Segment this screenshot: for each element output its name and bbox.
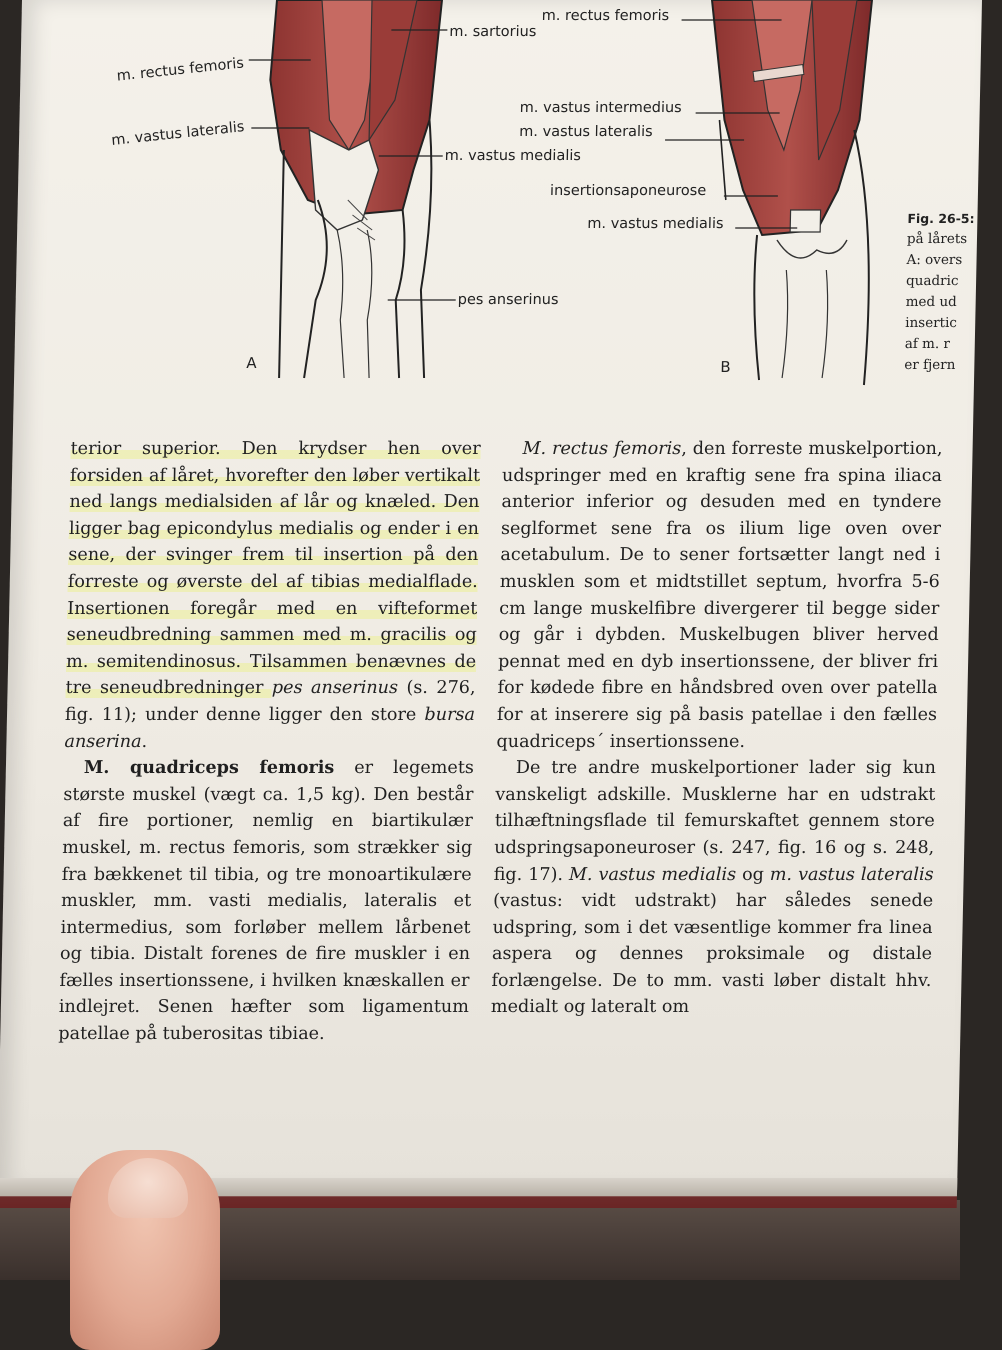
caption-line: er fjern	[904, 357, 956, 373]
label-insertionsaponeurose: insertionsaponeurose	[549, 183, 707, 199]
label-vastus-medialis-b: m. vastus medialis	[587, 216, 724, 232]
caption-line: på lårets	[906, 231, 968, 247]
paragraph-text: .	[141, 731, 148, 752]
muscle-illustration	[14, 0, 962, 400]
emphasis-term: m. vastus lateralis	[769, 864, 934, 885]
caption-line: af m. r	[904, 336, 951, 352]
paragraph-text: De tre andre muskelportioner lader sig kun vanskeligt adskille. Musklerne har en udstrakt tilhæftningsflade til femurskaftet gennem store udspringsaponeuroser (s. 247, fig. 16 og s. 248, fig. 17).	[493, 758, 937, 885]
caption-line: med ud	[905, 294, 957, 310]
label-vastus-lateralis-a: m. vastus lateralis	[110, 119, 246, 149]
paragraph-vasti	[491, 755, 937, 1021]
caption-line: insertic	[905, 315, 958, 331]
figure-caption	[904, 208, 998, 376]
paragraph-rectus-femoris	[496, 436, 943, 755]
paragraph-text: (vastus: vidt udstrakt) har således senede udspring, som i det væsentlige kommer fra linea aspera og dennes proksimale og distale forlængelse. De to mm. vasti løber distalt hhv. medialt og lateralt om	[490, 891, 934, 1018]
paragraph-text: terior superior. Den krydser hen over forsiden af låret, hvorefter den løber vertikalt ned langs medialsiden af lår og knæled. Den ligger bag epicondylus medialis og ender i en sene, der svinger frem til insertion på den forreste og øverste del af tibias medialflade. Insertionen foregår med en vifteformet seneudbredning sammen med m. gracilis og m. semitendinosus. Tilsammen benævnes de tre seneudbredninger	[65, 439, 481, 699]
label-vastus-lateralis-b: m. vastus lateralis	[519, 124, 653, 140]
right-text-column	[491, 436, 943, 1021]
left-text-column	[58, 436, 481, 1048]
caption-line: A: overs	[906, 252, 963, 268]
paragraph-text: , den forreste muskelportion, udspringer med en kraftig sene fra spina iliaca anterior inferior og desuden med en tyndere seglformet sene fra os ilium lige oven over acetabulum. De to sener fortsætter langt ned i musklen som et midtstillet septum, hvorfra 5-6 cm lange muskelfibre divergerer til begge sider og går i dybden. Muskelbugen bliver herved pennat med en dyb insertionssene, der bliver fri for kødede fibre en håndsbred oven over patella for at inserere sig på basis patellae i den fælles quadriceps´ insertionssene.	[496, 439, 943, 752]
emphasis-term: bursa anserina	[64, 704, 476, 752]
label-pes-anserinus: pes anserinus	[457, 292, 559, 308]
label-vastus-medialis-a: m. vastus medialis	[444, 148, 582, 164]
emphasis-term: M. rectus femoris	[522, 439, 682, 459]
panel-b-drawing	[704, 0, 875, 385]
caption-line: quadric	[905, 273, 959, 289]
panel-letter-a: A	[246, 354, 257, 372]
panel-a-drawing	[264, 0, 442, 378]
label-sartorius: m. sartorius	[449, 24, 537, 40]
label-rectus-femoris-b: m. rectus femoris	[541, 8, 670, 24]
emphasis-term: M. vastus medialis	[568, 864, 737, 885]
paragraph-text: er legemets største muskel (vægt ca. 1,5 kg). Den består af fire portioner, nemlig en biartikulær muskel, m. rectus femoris, som strækker sig fra bækkenet til tibia, og tre monoartikulære muskler, mm. vasti medialis, lateralis et intermedius, som forløber mellem lårbenet og tibia. Distalt forenes de fire muskler i en fælles insertionssene, i hvilken knæskallen er indlejret. Senen hæfter som ligamentum patellae på tuberositas tibiae.	[58, 758, 475, 1045]
paragraph-text: (s. 276, fig. 11); under denne ligger den store	[64, 678, 476, 725]
paragraph-quadriceps	[58, 755, 474, 1048]
paragraph-sartorius	[64, 436, 481, 755]
paragraph-text: og	[735, 864, 771, 885]
panel-letter-b: B	[720, 358, 731, 376]
label-vastus-intermedius-b: m. vastus intermedius	[519, 100, 682, 116]
anatomy-figure	[14, 0, 962, 400]
caption-line: Fig. 26-5:	[907, 211, 975, 226]
label-rectus-femoris-a: m. rectus femoris	[116, 55, 245, 85]
emphasis-term: pes anserinus	[271, 678, 399, 699]
strong-term: M. quadriceps femoris	[83, 757, 335, 779]
